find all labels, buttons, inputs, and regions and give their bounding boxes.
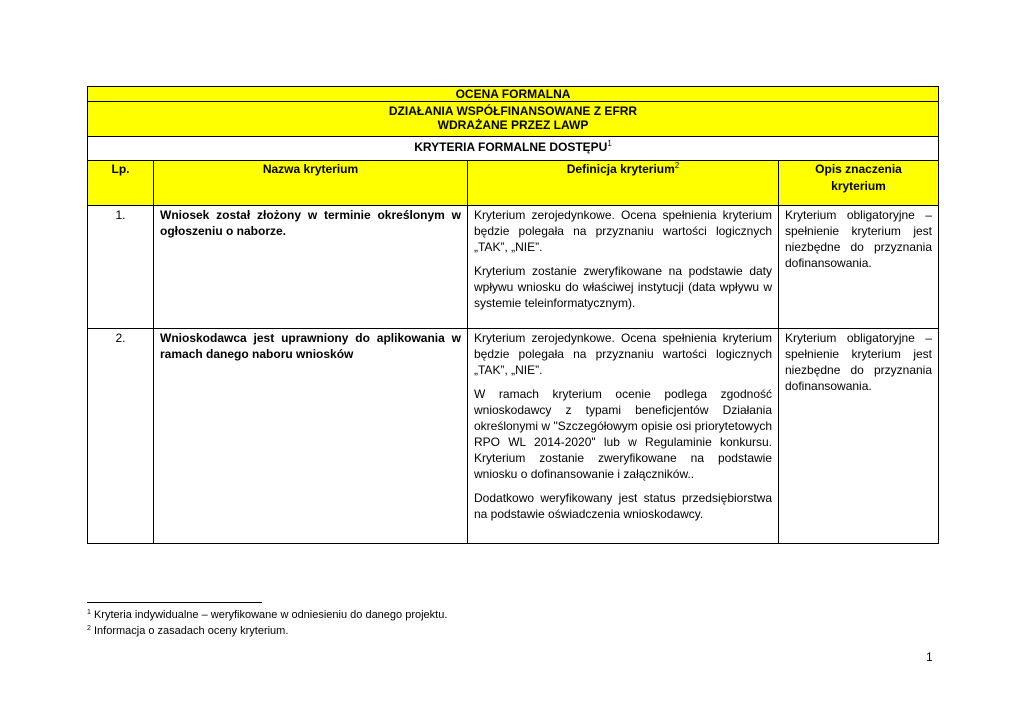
footnote-2-text: Informacja o zasadach oceny kryterium. [93, 625, 289, 637]
table-title-ocena-formalna [88, 87, 939, 102]
row2-def-p2: W ramach kryterium ocenie podlega zgodność wnioskodawcy z typami beneficjentów Działania określonymi w "Szczegółowym opisie osi priorytetowych RPO WL 2014-2020" lub w Regulaminie konkursu. Kryterium zostanie zweryfikowane na podstawie wniosku o dofinansowanie i załączników.. [474, 387, 772, 481]
column-header-row [88, 161, 939, 206]
title-row-3 [88, 137, 939, 161]
title-row-2 [88, 102, 939, 137]
row1-def-p1: Kryterium zerojedynkowe. Ocena spełnienia kryterium będzie polegała na przyznaniu wartości logicznych „TAK”, „NIE”. [474, 208, 772, 254]
col-header-definition-text: Definicja kryterium [566, 162, 675, 176]
row1-description: Kryterium obligatoryjne – spełnienie kryterium jest niezbędne do przyznania dofinansowania. [779, 206, 939, 329]
title3-text: KRYTERIA FORMALNE DOSTĘPU [414, 140, 608, 154]
table-title-kryteria [88, 137, 939, 161]
col-header-description-line1: Opis znaczenia [815, 162, 902, 176]
footnote-ref-1: 1 [607, 139, 612, 148]
footnote-separator [87, 602, 262, 603]
col-header-lp [88, 161, 154, 206]
footnote-1 [87, 608, 447, 622]
row2-description: Kryterium obligatoryjne – spełnienie kryterium jest niezbędne do przyznania dofinansowania. [779, 329, 939, 544]
col-header-name-text: Nazwa kryterium [262, 162, 359, 176]
row2-definition [468, 329, 779, 544]
row1-name: Wniosek został złożony w terminie określonym w ogłoszeniu o naborze. [154, 206, 468, 329]
row2-def-p1: Kryterium zerojedynkowe. Ocena spełnienia kryterium będzie polegała na przyznaniu wartości logicznych „TAK”, „NIE”. [474, 331, 772, 377]
col-header-description-line2: kryterium [831, 179, 886, 193]
col-header-description [779, 161, 939, 206]
table-row [88, 329, 939, 544]
table-title-dzialania [88, 102, 939, 137]
row2-lp: 2. [88, 329, 154, 544]
col-header-name [154, 161, 468, 206]
row1-definition [468, 206, 779, 329]
col-header-lp-text: Lp. [111, 162, 130, 176]
title2-line1: DZIAŁANIA WSPÓŁFINANSOWANE Z EFRR [388, 104, 638, 118]
row1-lp: 1. [88, 206, 154, 329]
footnote-1-num: 1 [87, 609, 91, 616]
footnote-2 [87, 624, 288, 638]
criteria-table [87, 86, 939, 544]
page-number: 1 [926, 650, 933, 664]
title1-text: OCENA FORMALNA [455, 87, 571, 101]
row2-name: Wnioskodawca jest uprawniony do aplikowania w ramach danego naboru wniosków [154, 329, 468, 544]
footnote-2-num: 2 [87, 625, 91, 632]
title2-line2: WDRAŻANE PRZEZ LAWP [437, 118, 589, 132]
footnote-1-text: Kryteria indywidualne – weryfikowane w odniesieniu do danego projektu. [93, 609, 448, 621]
row1-def-p2: Kryterium zostanie zweryfikowane na podstawie daty wpływu wniosku do właściwej instytucji (data wpływu w systemie teleinformatycznym). [474, 264, 772, 310]
title-row-1 [88, 87, 939, 102]
row2-def-p3: Dodatkowo weryfikowany jest status przedsiębiorstwa na podstawie oświadczenia wnioskodawcy. [474, 491, 772, 521]
table-row [88, 206, 939, 329]
col-header-definition [468, 161, 779, 206]
footnote-ref-2: 2 [674, 161, 680, 170]
